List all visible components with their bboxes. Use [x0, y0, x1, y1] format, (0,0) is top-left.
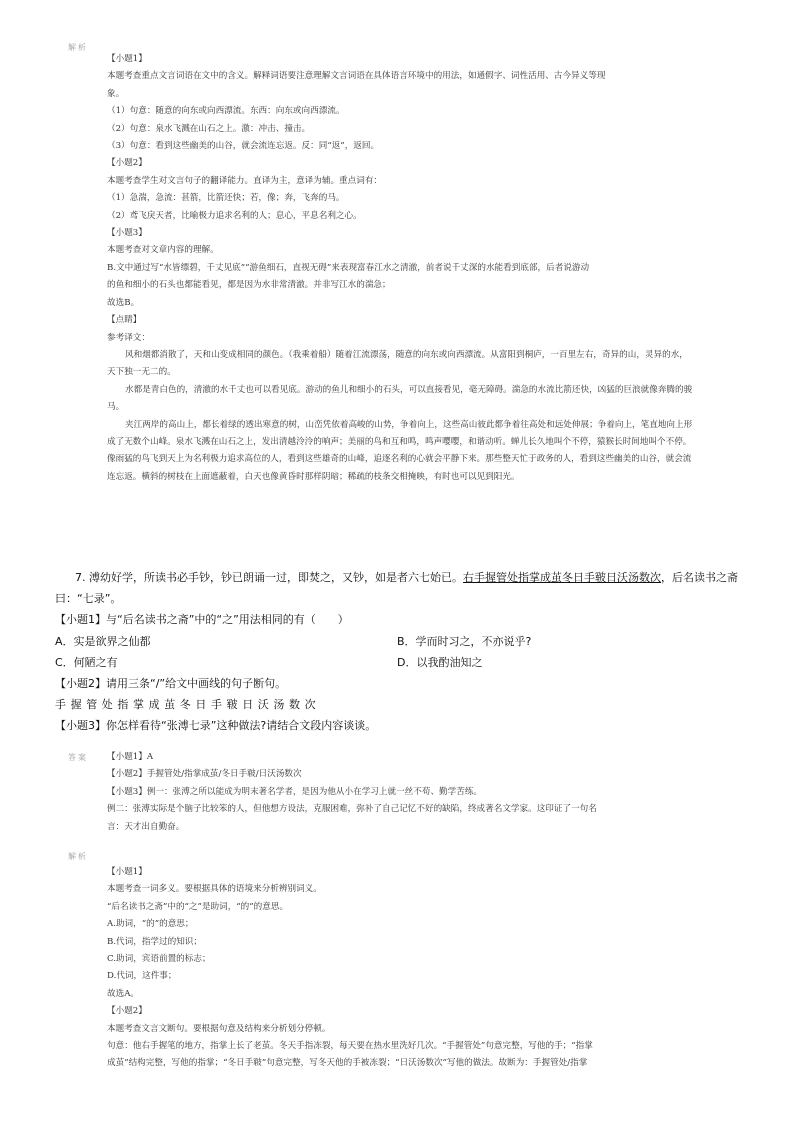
text-line: 【小题2】手握管处/指掌成茧/冬日手皲/日沃汤数次	[107, 769, 302, 780]
text-line: 言：天才出自勤奋。	[107, 821, 185, 832]
text-line: 成茧”结构完整，写他的指掌；“冬日手皲”句意完整，写冬天他的手被冻裂；“日沃汤数次”写他的做法。故断为：手握管处/指掌	[107, 1058, 588, 1069]
question-7	[55, 567, 745, 737]
text-line: 的鱼和细小的石头也都能看见，都是因为水非常清澈。并非写江水的湍急；	[107, 280, 391, 291]
text-line: A.助词，“的”的意思；	[107, 919, 194, 930]
text-line: （2）句意：泉水飞溅在山石之上。激：冲击、撞击。	[107, 123, 311, 134]
text-line: 【小题3】例一：张溥之所以能成为明末著名学者，是因为他从小在学习上就一丝不苟、勤学苦练。	[107, 786, 483, 797]
intro-tail: ，后名读书之斋	[661, 571, 738, 584]
analysis-block-top	[107, 51, 695, 486]
text-line: 本题考查重点文言词语在文中的含义。解释词语要注意理解文言词语在具体语言环境中的用法，如通假字、词性活用、古今异义等现	[107, 71, 606, 82]
text-line: 【点睛】	[107, 315, 142, 326]
text-line: B.文中通过写“水皆缥碧，千丈见底”“游鱼细石，直视无碍”来表现富春江水之清澈，前者说千丈深的水能看到底部，后者说游动	[107, 262, 590, 273]
answer-block	[107, 749, 695, 836]
text-line: 句意：他右手握笔的地方，指掌上长了老茧。冬天手指冻裂，每天要在热水里洗好几次。“手握管处”句意完整，写他的手；“指掌	[107, 1041, 593, 1052]
text-line: 例二：张溥实际是个脑子比较笨的人，但他想方设法，克服困难，弥补了自己记忆不好的缺陷，终成著名文学家。这印证了一句名	[107, 804, 597, 815]
option-a[interactable]: A．实是欲界之仙都	[55, 634, 151, 648]
text-line: （1）句意：随意的向东或向西漂流。东西：向东或向西漂流。	[107, 106, 345, 117]
subquestion-2: 【小题2】请用三条“/”给文中画线的句子断句。	[55, 676, 287, 690]
option-b[interactable]: B．学而时习之，不亦说乎?	[397, 634, 532, 648]
sentence-to-punctuate: 手握管处指掌成茧冬日手皲日沃汤数次	[55, 698, 321, 712]
question-intro-line2: 曰：“七录”。	[55, 592, 122, 606]
text-line: 【小题1】	[107, 867, 147, 877]
text-line: “后名读书之斋”中的“之”是助词，“的”的意思。	[107, 901, 289, 912]
underlined-sentence: 右手握管处指掌成茧冬日手皲日沃汤数次	[463, 571, 661, 584]
translation-paragraph: 夹江两岸的高山上，都长着绿的透出寒意的树，山峦凭依着高峻的山势，争着向上，这些高山彼此都争着往高处和远处伸展；争着向上，笔直地向上形成了无数个山峰。泉水飞溅在山石之上，发出清越泠泠的响声；美丽的鸟和互和鸣，鸣声嘤嘤，和谐动听。蝉儿长久地叫个不停，猿猴长时间地叫个不停。像雨猛的鸟飞到天上为名利极力追求高位的人，看到这些雄奇的山峰，追逐名利的心就会平静下来。那些整天忙于政务的人，看到这些幽美的山谷，就会流连忘返。横斜的树枝在上面遮蔽着，白天也像黄昏时那样阴暗；稀疏的枝条交相掩映，有时也可以见到阳光。	[107, 419, 693, 482]
text-line: C.助词，宾语前置的标志；	[107, 954, 211, 965]
subquestion-1: 【小题1】与“后名读书之斋”中的“之”用法相同的有（ ）	[55, 613, 349, 627]
analysis-label: 解析	[68, 852, 88, 861]
text-line: 故选A。	[107, 988, 139, 999]
subquestion-3: 【小题3】你怎样看待“张溥七录”这种做法?请结合文段内容谈谈。	[55, 719, 377, 733]
answer-label: 答案	[68, 753, 88, 762]
translation-paragraph: 水都是青白色的，清澈的水千丈也可以看见底。游动的鱼儿和细小的石头，可以直接看见，毫无障碍。湍急的水流比箭还快，凶猛的巨浪就像奔腾的骏马。	[107, 384, 693, 413]
translation-paragraph: 风和烟都消散了，天和山变成相同的颜色。（我乘着船）随着江流漂荡，随意的向东或向西漂流。从富阳到桐庐，一百里左右，奇异的山，灵异的水，天下独一无二的。	[107, 349, 688, 378]
text-line: 参考译文：	[107, 332, 150, 343]
text-line: 【小题1】	[107, 54, 147, 64]
analysis-block	[107, 864, 695, 1073]
options-row-1	[55, 631, 745, 652]
text-line: 本题考查一词多义。要根据具体的语境来分析辨别词义。	[107, 884, 322, 895]
option-d[interactable]: D．以我酌油知之	[397, 655, 483, 669]
text-line: （2）鸢飞戾天者，比喻极力追求名利的人；息心，平息名利之心。	[107, 210, 362, 221]
text-line: 本题考查对文章内容的理解。	[107, 245, 219, 256]
text-line: 【小题3】	[107, 228, 147, 239]
text-line: D.代词，这件事；	[107, 971, 177, 982]
text-line: 【小题2】	[107, 158, 147, 169]
text-line: B.代词，指学过的知识；	[107, 936, 202, 947]
text-line: 【小题2】	[107, 1006, 147, 1017]
question-intro	[55, 567, 745, 588]
intro-text: 7. 溥幼好学，所读书必手钞，钞已朗诵一过，即焚之，又钞，如是者六七始已。	[75, 571, 463, 584]
text-line: 象。	[107, 88, 125, 99]
option-c[interactable]: C．何陋之有	[55, 655, 118, 669]
analysis-label-top: 解析	[68, 43, 88, 52]
text-line: 【小题1】A	[107, 752, 154, 762]
text-line: （1）急湍，急流：甚箭，比箭还快；若，像；奔，飞奔的马。	[107, 193, 345, 204]
text-line: 本题考查学生对文言句子的翻译能力。直译为主，意译为辅。重点词有：	[107, 175, 383, 186]
options-row-2	[55, 652, 745, 673]
text-line: 本题考查文言文断句。要根据句意及结构来分析划分停顿。	[107, 1023, 331, 1034]
text-line: 故选B。	[107, 297, 140, 308]
text-line: （3）句意：看到这些幽美的山谷，就会流连忘返。反：同“返”，返回。	[107, 141, 380, 152]
